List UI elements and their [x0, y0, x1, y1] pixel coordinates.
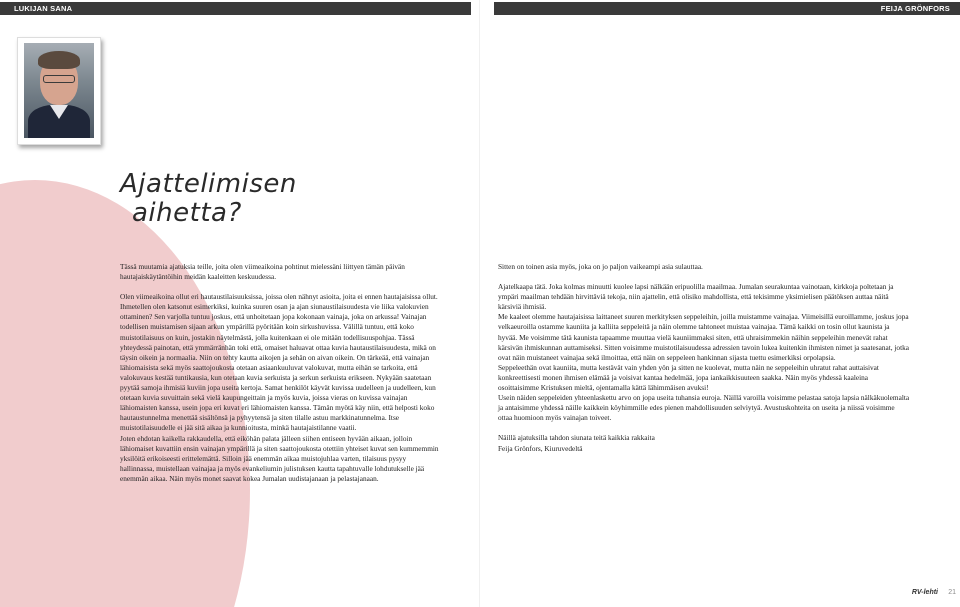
right-page [480, 0, 960, 607]
author-photo-frame [17, 37, 101, 145]
article-title-line1: Ajattelimisen [120, 169, 297, 199]
intro-paragraph: Tässä muutamia ajatuksia teille, joita olen viimeaikoina pohtinut mielessäni liittyen tämän päivän hautajaiskäytäntöihin meidän kaaleitten keskuudessa. [120, 262, 405, 282]
article-title [120, 170, 297, 228]
body-paragraph-1: Olen viimeaikoina ollut eri hautaustilaisuuksissa, joissa olen nähnyt asioita, joita ei ennen hautajaisissa ollut. Ihmetellen olen katsonut esimerkiksi, kuinka suuren osan ja ajan siunaustilaisuudesta vie liika valokuvien ottaminen? Sen varjolla tuntuu joskus, että unhoitetaan jopa kokonaan vainaja, joka on arkussa! Vainajan todellisen muistamisen sijaan arkun ympärillä pyöritään koin sirkushuvissa. Välillä tuntuu, että koko muistotilaisuus on kuin, jostakin näytelmästä, jolla kuitenkaan ei ole mitään todellisuuspohjaa. Tässä yhteydessä painotan, että ymmärränhän toki että, omaiset haluavat ottaa kuvia hautaustilaisuudesta, mikä on täysin oikein ja normaalia. Niin on tehty kautta aikojen ja sehän on aivan oikein. On tärkeää, että vainajan lähiomaisista sekä myös saattojoukosta otetaan asiaankuuluvat valokuvat, mutta eihän se tarkoita, että valokuvaus kestää tuntikausia, kun otetaan kuvia serkuista ja serkun serkuista erikseen. Nykyään saatetaan pyytää samoja ihmisiä kuviin jopa useita kertoja. Samat henkilöt käyvät kuvissa uudelleen ja uudelleen, kun otetaan kuvia suvuittain sekä vielä kaupungeittain ja myös kuvia, joissa vieras on kuvissa vainajan lähiomaisten kanssa, usein jopa eri kuvat eri lähiomaisten kanssa. Tämän myötä käy niin, että helposti koko hautaustunnelma menettää sisältönsä ja pyhyytensä ja siten tilalle astuu markkinatunnelma. Itse muistotilaisuudelle ei jää sitä aikaa ja kunnioitusta, minkä hautajaistilanne vaatii. [120, 292, 438, 433]
left-text-column [120, 262, 442, 484]
photo-figure-hair [38, 51, 80, 69]
author-photo [24, 43, 94, 138]
right-text-column [498, 262, 910, 454]
right-paragraph-4: Seppeleethän ovat kauniita, mutta kestävät vain yhden yön ja sitten ne kuolevat, mutta näin ne seppeleihin uhratut rahat auttaisivat konkreettisesti monen ihmisen elämää ja voisivat kantaa hedelmää, jopa iankaikkisuuteen saakka. Näin myös yhdessä kaaleina osoittaisimme Kristuksen mieltä, ojentamalla kättä lähimmäisen avuksi! [498, 362, 879, 393]
right-paragraph-5: Usein näiden seppeleiden yhteenlaskettu arvo on jopa useita tuhansia euroja. Näillä varoilla voisimme pelastaa satoja lapsia nälkäkuolemalta ja antaisimme yhdessä näille kaikkein köyhimmille edes pienen mahdollisuuden selviytyä. Avustuskohteita on useita ja niissä voisimme ottaa huomioon myös vainajan toiveet. [498, 393, 910, 423]
right-paragraph-3: Me kaaleet olemme hautajaisissa laittaneet suuren merkityksen seppeleihin, joilla muistamme vainajaa. Viimeisillä euroillamme, joskus jopa velkaeuroilla ostamme kauniita ja kalliita seppeleitä ja näin olemme tahtoneet muistaa vainajaa. Tämä kaikki on tosin ollut kaunista ja hyvää. Me voisimme tätä kaunista tapaamme muuttaa vielä kauniimmaksi siten, että uhraisimmekin näihin seppeleihin menevät rahat kärsivän ihmiskunnan auttamiseksi. Sitten voisimme muistotilaisuudessa adressien tavoin lukea kuitenkin ihmisten nimet ja saatesanat, jotka ovat näin muistaneet vainajaa sekä ilmoittaa, että näin on seppeleen hankinnan sijasta tuettu esimerkiksi orpolapsia. [498, 312, 909, 362]
photo-figure-glasses [43, 75, 75, 83]
magazine-logo: RV-lehti [911, 589, 938, 596]
section-header-left: LUKIJAN SANA [0, 2, 471, 15]
body-paragraph-2: Joten ehdotan kaikella rakkaudella, että eiköhän palata jälleen siihen entiseen hyvään aikaan, jolloin lähiomaiset kuvattiin ensin vainajan ympärillä ja siten saattojoukosta otettiin yhteiset kuvat sen kummemmin yksilöitä erikoiseesti erittelemättä. Silloin jää enemmän aikaa muistojuhlaa varten, tilaisuus pysyy hallinnassa, muistellaan vainajaa ja myös evankeliumin julistuksen kautta tapahtuvalle lohdutukselle jää enemmän aikaa. Näin myös monet saavat kokea Jumalan uudistajanaan ja pelastajanaan. [120, 433, 439, 483]
page-number: 21 [948, 589, 956, 596]
closing-line: Näillä ajatuksilla tahdon siunata teitä kaikkia rakkaita [498, 433, 655, 443]
section-header-right: FEIJA GRÖNFORS [494, 2, 960, 15]
signature-line: Feija Grönfors, Kiuruvedeltä [498, 443, 583, 453]
right-paragraph-1: Sitten on toinen asia myös, joka on jo paljon vaikeampi asia sulauttaa. [498, 262, 703, 271]
right-paragraph-2: Ajatelkaapa tätä. Joka kolmas minuutti kuolee lapsi nälkään eripuolilla maailmaa. Jumalan seurakuntaa vainotaan, kirkkoja poltetaan ja ympäri maailman tehdään hirvittäviä tekoja, niin ajattelin, että olisiko mahdollista, että tekisimme yksimielisen päätöksen auttaa näitä kärsiviä ihmisiä. [498, 282, 894, 312]
article-title-line2: aihetta? [132, 198, 242, 228]
